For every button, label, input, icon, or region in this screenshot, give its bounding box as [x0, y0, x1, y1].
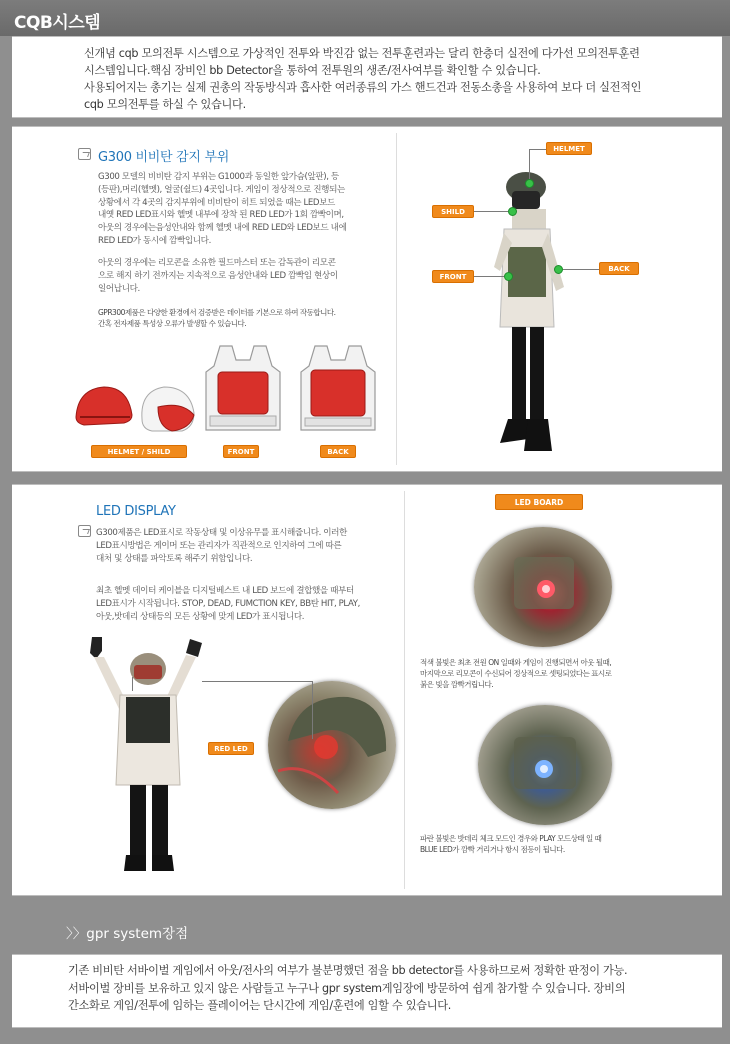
text-line: 아웃의 경우에는음성안내와 함께 헬멧 내에 RED LED와 LED보드 내에: [98, 223, 347, 234]
back-label: BACK: [320, 445, 356, 458]
text-line: 마지막으로 리모콘이 수신되어 정상적으로 셋팅되었다는 표시로: [420, 669, 612, 678]
connector-line: [312, 681, 313, 739]
text-line: 간혹 전자제품 특성상 오류가 발생할 수 있습니다.: [98, 319, 247, 328]
intro-line: 시스템입니다.핵심 장비인 bb Detector을 통하여 전투원의 생존/전사여부를 확인할 수 있습니다.: [84, 64, 541, 77]
intro-panel: [12, 36, 722, 118]
red-led-closeup: [268, 681, 396, 809]
text-line: 대처 및 상태를 파악토록 해주기 위함입니다.: [96, 553, 253, 564]
helmet-sensor-dot: [525, 179, 534, 188]
intro-line: cqb 모의전투를 하실 수 있습니다.: [84, 98, 246, 111]
arrow-box-icon: [78, 148, 91, 160]
led-board-graphic: [474, 527, 612, 647]
sensor-para-1: [98, 171, 346, 248]
text-line: (등판),머리(헬멧), 얼굴(쉴드) 4곳입니다. 게임이 정상적으로 진행되는: [98, 184, 345, 195]
text-line: 파란 불빛은 밧데리 체크 모드인 경우와 PLAY 모드상태 일 때: [420, 834, 602, 843]
front-vest-illustration: [202, 342, 284, 442]
features-line: 간소화로 게임/전투에 임하는 플레이어는 단시간에 게임/훈련에 임할 수 있습니다.: [68, 999, 451, 1012]
sensor-para-2: [98, 257, 338, 295]
sensor-section: [12, 126, 722, 472]
front-label: FRONT: [223, 445, 259, 458]
text-line: 으로 해지 하기 전까지는 지속적으로 음성안내와 LED 깜빡임 현상이: [98, 270, 338, 281]
text-line: RED LED가 동시에 깜빡입니다.: [98, 235, 211, 246]
text-line: 적색 불빛은 최초 전원 ON 일때와 게임이 진행되면서 아웃 될때,: [420, 658, 612, 667]
front-sensor-dot: [504, 272, 513, 281]
connector-line: [474, 276, 504, 277]
connector-line: [474, 211, 508, 212]
features-panel: [12, 954, 722, 1028]
text-line: 일어납니다.: [98, 283, 140, 294]
player-arms-raised-figure: [80, 635, 206, 885]
divider: [404, 491, 405, 889]
connector-line: [202, 681, 312, 682]
back-sensor-dot: [554, 265, 563, 274]
helmet-shild-label: HELMET / SHILD: [91, 445, 187, 458]
page-header: [0, 0, 730, 36]
text-line: 최초 헬멧 데이터 케이블을 디지털베스트 내 LED 보드에 결합했을 때부터: [96, 586, 354, 596]
figure-helmet-label: HELMET: [546, 142, 592, 155]
blue-led-board-closeup: [478, 705, 612, 825]
intro-line: 사용되어지는 총기는 실제 권총의 작동방식과 흡사한 여러종류의 가스 핸드건과 전동소총을 사용하여 보다 더 실전적인: [84, 81, 642, 94]
led-para-1: [96, 527, 347, 565]
red-led-board-closeup: [474, 527, 612, 647]
figure-back-label: BACK: [599, 262, 639, 275]
led-board-label: LED BOARD: [495, 494, 583, 510]
helmet-shield-illustration: [72, 377, 202, 439]
arrow-box-icon: [78, 525, 91, 537]
connector-line: [529, 149, 530, 179]
connector-line: [132, 677, 133, 691]
text-line: GPR300제품은 다양한 환경에서 검증받은 데이터를 기본으로 하여 작동합니다.: [98, 308, 336, 317]
text-line: 내옛 RED LED표시와 헬멧 내부에 장착 된 RED LED가 1회 깜빡이며,: [98, 210, 344, 221]
text-line: LED표시방법은 게이머 또는 관리자가 직관적으로 인지하여 그에 따른: [96, 540, 342, 551]
red-led-caption: [420, 657, 612, 690]
blue-led-caption: [420, 833, 601, 855]
led-board-graphic: [478, 705, 612, 825]
helmet-closeup-graphic: [268, 681, 396, 809]
text-line: G300 모델의 비비탄 감지 부위는 G1000과 동일한 앞가슴(앞판), 등: [98, 172, 339, 182]
back-vest-illustration: [297, 342, 379, 442]
connector-line: [529, 149, 547, 150]
figure-shild-label: SHILD: [432, 205, 474, 218]
divider: [396, 133, 397, 465]
led-section-title: LED DISPLAY: [96, 504, 176, 519]
text-line: 아웃의 경우에는 리모콘을 소유한 필드마스터 또는 감독관이 리모콘: [98, 258, 336, 268]
intro-line: 신개념 cqb 모의전투 시스템으로 가상적인 전투와 박진감 없는 전투훈련과는 달리 한층더 실전에 다가선 모의전투훈련: [84, 47, 640, 60]
sensor-para-3: [98, 307, 336, 329]
led-section: [12, 484, 722, 896]
led-para-2: [96, 585, 360, 623]
text-line: 아웃,밧데리 상태등의 모든 상황에 맞게 LED가 표시됩니다.: [96, 611, 305, 622]
text-line: LED표시가 시작됩니다. STOP, DEAD, FUMCTION KEY, BB탄 HIT, PLAY,: [96, 598, 360, 609]
features-title: 〉〉gpr system장점: [0, 906, 730, 952]
text-line: G300제품은 LED표시로 작동상태 및 이상유무를 표시해줍니다. 이러한: [96, 528, 347, 538]
text-line: BLUE LED가 깜빡 거리거나 항시 점등이 됩니다.: [420, 845, 565, 854]
connector-line: [563, 269, 599, 270]
page-title: CQB시스템: [14, 13, 101, 33]
red-led-label: RED LED: [208, 742, 254, 755]
features-line: 기존 비비탄 서바이벌 게임에서 아웃/전사의 여부가 불분명했던 점을 bb detector를 사용하므로써 정확한 판정이 가능.: [68, 964, 628, 977]
figure-front-label: FRONT: [432, 270, 474, 283]
text-line: 붉은 빛을 깜빡거립니다.: [420, 680, 494, 689]
shild-sensor-dot: [508, 207, 517, 216]
sensor-section-title: G300 비비탄 감지 부위: [98, 150, 229, 165]
text-line: 상황에서 각 4곳의 감지부위에 비비탄이 히트 되었을 때는 LED보드: [98, 197, 335, 208]
features-line: 서바이벌 장비를 보유하고 있지 않은 사람들고 누구나 gpr system게임장에 방문하여 쉽게 참가할 수 있습니다. 장비의: [68, 981, 626, 995]
